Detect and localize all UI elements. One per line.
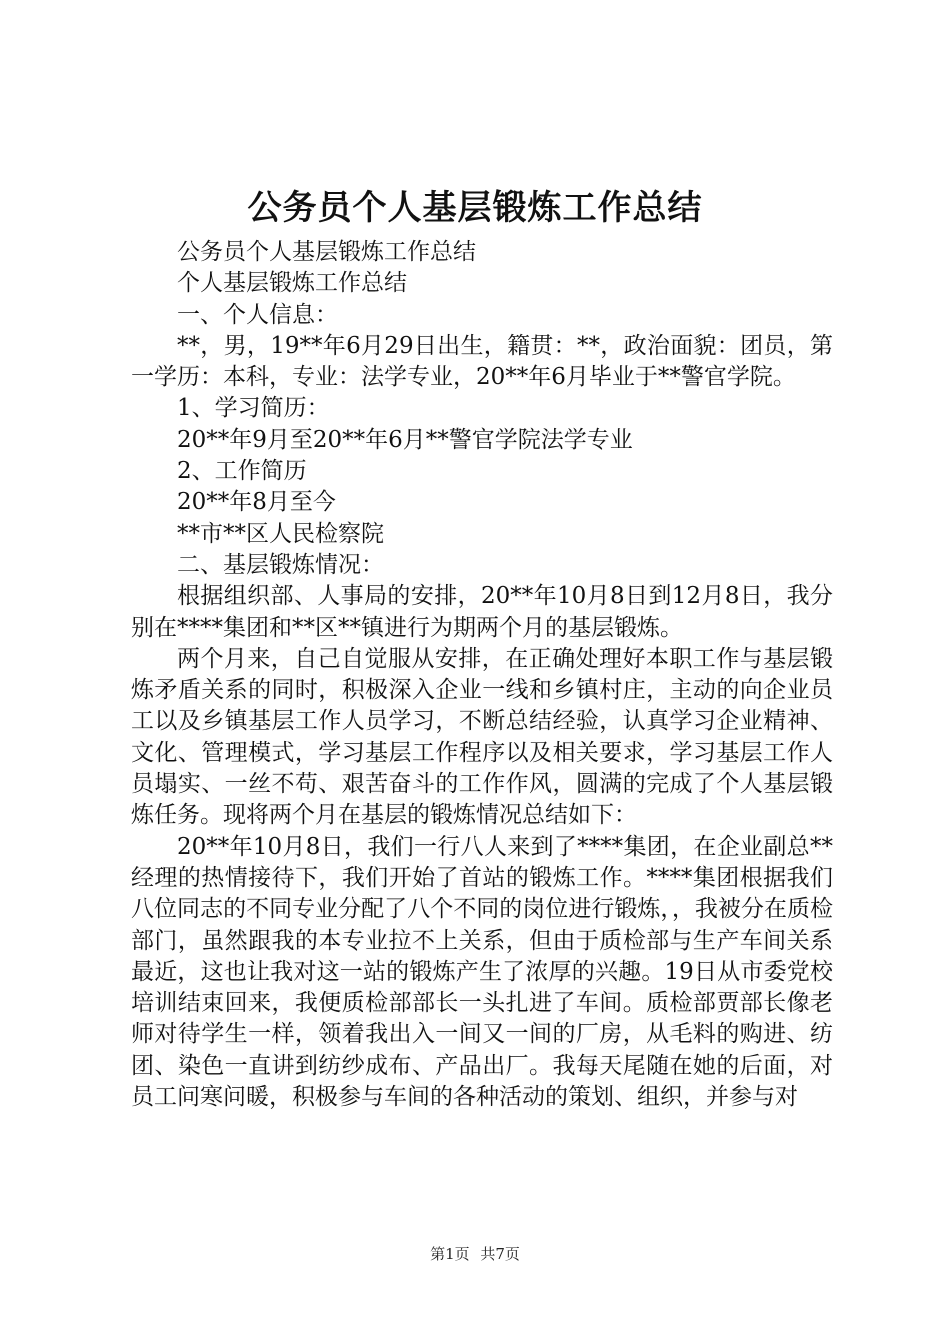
- paragraph: 20**年8月至今: [177, 489, 336, 516]
- paragraph: 个人基层锻炼工作总结: [177, 270, 407, 297]
- paragraph: **市**区人民检察院: [177, 520, 384, 547]
- page-total: 共7页: [480, 1245, 520, 1263]
- paragraph: 公务员个人基层锻炼工作总结: [177, 239, 476, 265]
- paragraph: 两个月来，自己自觉服从安排，在正确处理好本职工作与基层锻炼矛盾关系的同时，积极深入企业一线和乡镇村庄，主动的向企业员工以及乡镇基层工作人员学习，不断总结经验，认真学习企业精神、文化、管理模式，学习基层工作程序以及相关要求，学习基层工作人员塌实、一丝不苟、艰苦奋斗的工作作风，圆满的完成了个人基层锻炼任务。现将两个月在基层的锻炼情况总结如下：: [131, 645, 833, 829]
- paragraph: 1、学习简历：: [177, 395, 330, 422]
- page-number: 第1页: [430, 1245, 470, 1263]
- paragraph: **，男，19**年6月29日出生，籍贯：**，政治面貌：团员，第一学历：本科，专业：法学专业，20**年6月毕业于**警官学院。: [131, 332, 833, 391]
- paragraph: 根据组织部、人事局的安排，20**年10月8日到12月8日，我分别在****集团和**区**镇进行为期两个月的基层锻炼。: [131, 583, 833, 641]
- paragraph: 二、基层锻炼情况：: [177, 551, 384, 578]
- paragraph: 一、个人信息：: [177, 301, 338, 328]
- page-footer: [0, 1244, 950, 1264]
- document-body: [131, 237, 833, 1113]
- document-title: 公务员个人基层锻炼工作总结: [247, 188, 703, 228]
- paragraph: 2、工作简历: [177, 458, 307, 485]
- paragraph: 20**年9月至20**年6月**警官学院法学专业: [177, 426, 633, 453]
- paragraph: 20**年10月8日，我们一行八人来到了****集团，在企业副总**经理的热情接待下，我们开始了首站的锻炼工作。****集团根据我们八位同志的不同专业分配了八个不同的岗位进行锻炼，，我被分在质检部门，虽然跟我的本专业拉不上关系，但由于质检部与生产车间关系最近，这也让我对这一站的锻炼产生了浓厚的兴趣。19日从市委党校培训结束回来，我便质检部部长一头扎进了车间。质检部贾部长像老师对待学生一样，领着我出入一间又一间的厂房，从毛料的购进、纺团、染色一直讲到纺纱成布、产品出厂。我每天尾随在她的后面，对员工问寒问暖，积极参与车间的各种活动的策划、组织，并参与对: [131, 833, 833, 1111]
